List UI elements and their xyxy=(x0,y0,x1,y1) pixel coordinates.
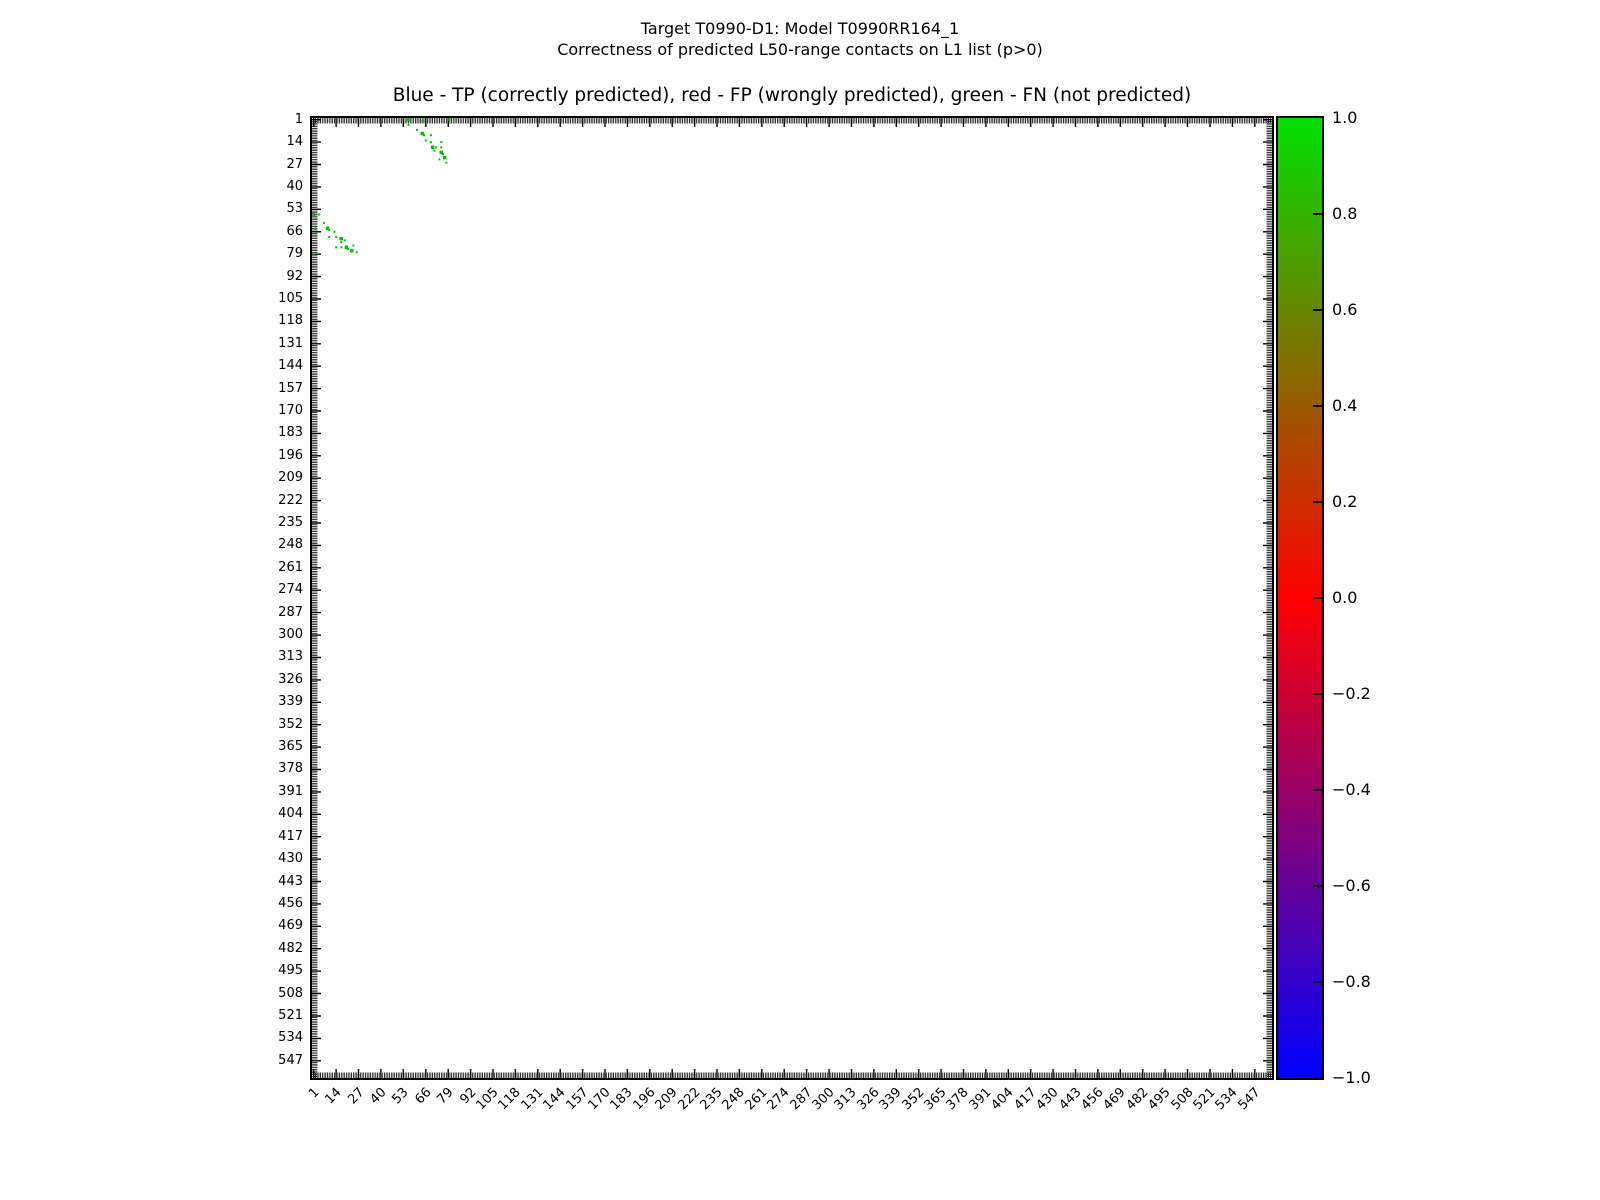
y-axis-tick-label: 287 xyxy=(278,604,303,620)
fn-points-group xyxy=(312,118,449,255)
contact-point xyxy=(340,241,342,243)
y-axis-tick-label: 196 xyxy=(278,447,303,463)
colorbar-tick-label: 0.2 xyxy=(1332,492,1358,511)
colorbar-tick-label: −0.8 xyxy=(1332,972,1371,991)
y-axis-tick-label: 66 xyxy=(286,223,303,239)
contact-point xyxy=(430,134,432,136)
y-axis-tick-label: 339 xyxy=(278,694,303,710)
x-axis-tick-label: 339 xyxy=(876,1085,905,1114)
y-axis-tick-label: 430 xyxy=(278,851,303,867)
y-axis-tick-label: 170 xyxy=(278,402,303,418)
y-axis-tick-label: 326 xyxy=(278,671,303,687)
contact-point xyxy=(335,246,337,248)
x-axis-tick-label: 404 xyxy=(988,1085,1017,1114)
contact-point xyxy=(447,119,449,121)
figure-title-line2: Correctness of predicted L50-range contacts on L1 list (p>0) xyxy=(557,40,1043,59)
x-axis-tick-label: 1 xyxy=(305,1085,323,1102)
x-axis-tick-label: 482 xyxy=(1123,1085,1152,1114)
contact-point xyxy=(312,213,315,216)
x-axis-tick-label: 300 xyxy=(809,1085,838,1114)
y-axis-tick-label: 508 xyxy=(278,985,303,1001)
contact-point xyxy=(356,251,358,253)
contact-point xyxy=(407,118,410,121)
y-axis-tick-label: 482 xyxy=(278,940,303,956)
colorbar-tick-label: 0.8 xyxy=(1332,204,1358,223)
colorbar-tick xyxy=(1313,405,1322,407)
x-axis-tick-label: 105 xyxy=(473,1085,502,1114)
contact-point xyxy=(350,249,354,253)
y-axis-tick-label: 144 xyxy=(278,358,303,374)
y-axis-tick-label: 40 xyxy=(286,178,303,194)
axes-title: Blue - TP (correctly predicted), red - FP (wrongly predicted), green - FN (not predicted) xyxy=(392,85,1192,106)
contact-point xyxy=(423,134,425,136)
x-axis-tick-label: 417 xyxy=(1011,1085,1040,1114)
colorbar-tick-label: −0.2 xyxy=(1332,684,1371,703)
contact-point xyxy=(421,120,423,122)
x-axis-tick-label: 53 xyxy=(389,1085,412,1108)
x-axis-tick-label: 235 xyxy=(697,1085,726,1114)
colorbar-tick xyxy=(1313,213,1322,215)
colorbar-tick xyxy=(1313,789,1322,791)
x-axis-tick-label: 144 xyxy=(540,1085,569,1114)
contact-point xyxy=(344,239,346,241)
colorbar-tick-label: 1.0 xyxy=(1332,108,1358,127)
x-axis-tick-label: 365 xyxy=(921,1085,950,1114)
x-axis-tick-label: 443 xyxy=(1055,1085,1085,1114)
y-axis-tick-label: 443 xyxy=(278,873,303,889)
colorbar-tick xyxy=(1313,693,1322,695)
y-axis-tick-label: 417 xyxy=(278,828,303,844)
y-axis-tick-label: 378 xyxy=(278,761,303,777)
colorbar-tick-label: 0.0 xyxy=(1332,588,1358,607)
contact-point xyxy=(416,129,418,131)
y-axis-tick-label: 14 xyxy=(286,134,303,150)
contact-point xyxy=(313,253,315,255)
contact-point xyxy=(440,146,442,148)
contact-point xyxy=(433,150,435,152)
y-axis-tick-label: 404 xyxy=(278,806,303,822)
y-axis-tick-label: 456 xyxy=(278,895,303,911)
contact-map-plot xyxy=(310,116,1274,1080)
colorbar-tick xyxy=(1313,501,1322,503)
contact-point xyxy=(443,156,447,160)
y-axis-tick-label: 274 xyxy=(278,582,303,598)
contact-point xyxy=(333,231,335,233)
colorbar-tick-label: −1.0 xyxy=(1332,1068,1371,1087)
y-axis-tick-label: 92 xyxy=(286,268,303,284)
y-axis-tick-label: 365 xyxy=(278,739,303,755)
x-axis-tick-label: 352 xyxy=(899,1085,928,1114)
x-axis-tick-label: 456 xyxy=(1078,1085,1107,1114)
minor-ticks-path xyxy=(312,118,1272,1078)
x-axis-tick-label: 547 xyxy=(1235,1085,1264,1114)
contact-map-canvas xyxy=(312,118,1272,1078)
y-axis-tick-label: 313 xyxy=(278,649,303,665)
x-axis-tick-label: 534 xyxy=(1212,1085,1241,1114)
y-axis-tick-label: 391 xyxy=(278,783,303,799)
x-axis-tick-label: 508 xyxy=(1167,1085,1197,1114)
contact-point xyxy=(323,222,325,224)
x-axis-tick-label: 157 xyxy=(563,1085,592,1114)
contact-point xyxy=(347,248,349,250)
contact-point xyxy=(408,124,410,126)
x-axis-tick-label: 40 xyxy=(367,1085,390,1108)
contact-point xyxy=(340,237,344,241)
x-axis-tick-label: 378 xyxy=(943,1085,973,1114)
colorbar-tick xyxy=(1313,597,1322,599)
y-axis-tick-label: 53 xyxy=(286,201,303,217)
contact-point xyxy=(425,139,427,141)
y-axis-tick-label: 495 xyxy=(278,963,303,979)
y-axis-tick-label: 222 xyxy=(278,492,303,508)
colorbar-tick xyxy=(1313,885,1322,887)
figure-title-line1: Target T0990-D1: Model T0990RR164_1 xyxy=(640,19,960,38)
x-axis-tick-label: 170 xyxy=(585,1085,614,1114)
y-axis-tick-label: 261 xyxy=(278,559,303,575)
x-axis-tick-label: 66 xyxy=(412,1085,435,1108)
colorbar-tick-label: 0.6 xyxy=(1332,300,1358,319)
y-axis-tick-label: 131 xyxy=(278,335,303,351)
contact-point xyxy=(439,158,441,160)
x-axis-tick-label: 430 xyxy=(1033,1085,1062,1114)
contact-point xyxy=(440,141,442,143)
x-axis-tick-label: 14 xyxy=(322,1085,345,1108)
x-axis-tick-label: 274 xyxy=(764,1085,793,1114)
figure-title xyxy=(0,18,1600,60)
x-axis-tick-label: 495 xyxy=(1145,1085,1174,1114)
x-axis-tick-label: 79 xyxy=(434,1085,457,1108)
y-axis-tick-label: 183 xyxy=(278,425,303,441)
colorbar-tick xyxy=(1313,309,1322,311)
contact-point xyxy=(352,245,354,247)
x-axis-tick-label: 391 xyxy=(966,1085,995,1114)
x-axis-tick-label: 196 xyxy=(630,1085,659,1114)
y-axis-tick-label: 469 xyxy=(278,918,303,934)
y-axis-tick-label: 27 xyxy=(286,156,303,172)
x-axis-tick-label: 183 xyxy=(607,1085,636,1114)
contact-point xyxy=(328,236,330,238)
y-axis-tick-label: 547 xyxy=(278,1052,303,1068)
colorbar-tick xyxy=(1313,981,1322,983)
colorbar-tick-label: −0.6 xyxy=(1332,876,1371,895)
x-axis-tick-label: 313 xyxy=(831,1085,861,1114)
x-axis-tick-label: 118 xyxy=(495,1085,524,1114)
contact-point xyxy=(328,229,330,231)
x-axis-tick-label: 27 xyxy=(344,1085,368,1108)
y-axis-tick-label: 248 xyxy=(278,537,303,553)
x-axis-tick-label: 248 xyxy=(719,1085,749,1114)
y-axis-tick-label: 79 xyxy=(286,246,303,262)
y-axis-tick-label: 534 xyxy=(278,1030,303,1046)
contact-point xyxy=(431,146,435,150)
contact-point xyxy=(335,236,337,238)
contact-point xyxy=(442,153,444,155)
y-axis-tick-label: 352 xyxy=(278,716,303,732)
y-axis-tick-label: 521 xyxy=(278,1007,303,1023)
contact-point xyxy=(340,246,342,248)
colorbar-tick-label: 0.4 xyxy=(1332,396,1358,415)
y-axis-tick-label: 105 xyxy=(278,290,303,306)
x-axis-tick-label: 287 xyxy=(787,1085,816,1114)
y-axis-tick-label: 209 xyxy=(278,470,303,486)
x-axis-tick-label: 209 xyxy=(652,1085,681,1114)
x-axis-tick-label: 92 xyxy=(456,1085,480,1108)
y-axis-tick-label: 235 xyxy=(278,515,303,531)
major-ticks-path xyxy=(312,118,1272,1078)
y-axis-tick-label: 1 xyxy=(294,111,303,127)
y-axis-tick-label: 118 xyxy=(278,313,303,329)
x-axis-tick-label: 326 xyxy=(854,1085,883,1114)
x-axis-tick-label: 222 xyxy=(675,1085,704,1114)
x-axis-tick-label: 469 xyxy=(1100,1085,1129,1114)
x-axis-tick-label: 261 xyxy=(742,1085,771,1114)
y-axis-tick-label: 300 xyxy=(278,627,303,643)
contact-point xyxy=(314,227,316,229)
x-axis-tick-label: 131 xyxy=(518,1085,547,1114)
colorbar-tick-label: −0.4 xyxy=(1332,780,1371,799)
y-axis-tick-label: 157 xyxy=(278,380,303,396)
contact-point xyxy=(430,141,432,143)
x-axis-tick-label: 521 xyxy=(1190,1085,1219,1114)
contact-point xyxy=(318,214,320,216)
contact-point xyxy=(445,162,447,164)
contact-point xyxy=(435,146,437,148)
